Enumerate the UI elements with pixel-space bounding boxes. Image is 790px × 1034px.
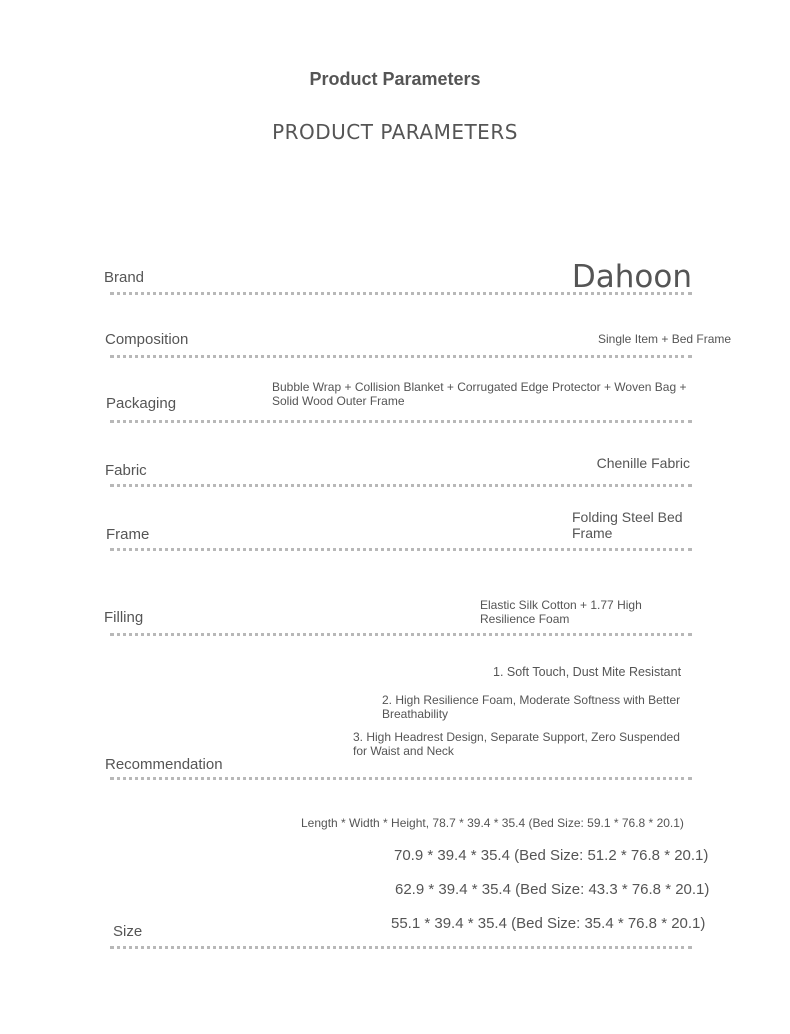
separator xyxy=(110,548,692,551)
separator xyxy=(110,946,692,949)
page-title: Product Parameters xyxy=(309,69,481,89)
size-item: Length * Width * Height, 78.7 * 39.4 * 35.4 (Bed Size: 59.1 * 76.8 * 20.1) xyxy=(301,816,684,830)
filling-value: Elastic Silk Cotton + 1.77 High Resilience Foam xyxy=(480,598,642,626)
recommendation-item: 3. High Headrest Design, Separate Support, Zero Suspended for Waist and Neck xyxy=(353,730,680,758)
composition-label: Composition xyxy=(105,331,189,348)
size-label: Size xyxy=(113,923,143,940)
brand-value: Dahoon xyxy=(571,259,692,295)
separator xyxy=(110,292,692,295)
size-item: 55.1 * 39.4 * 35.4 (Bed Size: 35.4 * 76.8 * 20.1) xyxy=(391,915,706,932)
size-item: 70.9 * 39.4 * 35.4 (Bed Size: 51.2 * 76.8 * 20.1) xyxy=(394,847,709,864)
separator xyxy=(110,484,692,487)
brand-label: Brand xyxy=(104,269,145,286)
separator xyxy=(110,633,692,636)
fabric-value: Chenille Fabric xyxy=(596,455,690,471)
recommendation-item: 1. Soft Touch, Dust Mite Resistant xyxy=(493,665,682,679)
filling-label: Filling xyxy=(104,609,144,626)
separator xyxy=(110,355,692,358)
fabric-label: Fabric xyxy=(105,462,147,479)
recommendation-item: 2. High Resilience Foam, Moderate Softness with Better Breathability xyxy=(382,693,681,721)
packaging-value: Bubble Wrap + Collision Blanket + Corrugated Edge Protector + Woven Bag + Solid Wood Outer Frame xyxy=(272,380,687,408)
recommendation-label: Recommendation xyxy=(105,756,223,773)
packaging-label: Packaging xyxy=(106,395,177,412)
separator xyxy=(110,777,692,780)
separator xyxy=(110,420,692,423)
composition-value: Single Item + Bed Frame xyxy=(598,332,732,346)
frame-value: Folding Steel Bed Frame xyxy=(572,509,683,541)
size-item: 62.9 * 39.4 * 35.4 (Bed Size: 43.3 * 76.8 * 20.1) xyxy=(395,881,710,898)
frame-label: Frame xyxy=(106,526,150,543)
page-subtitle: PRODUCT PARAMETERS xyxy=(272,120,518,144)
